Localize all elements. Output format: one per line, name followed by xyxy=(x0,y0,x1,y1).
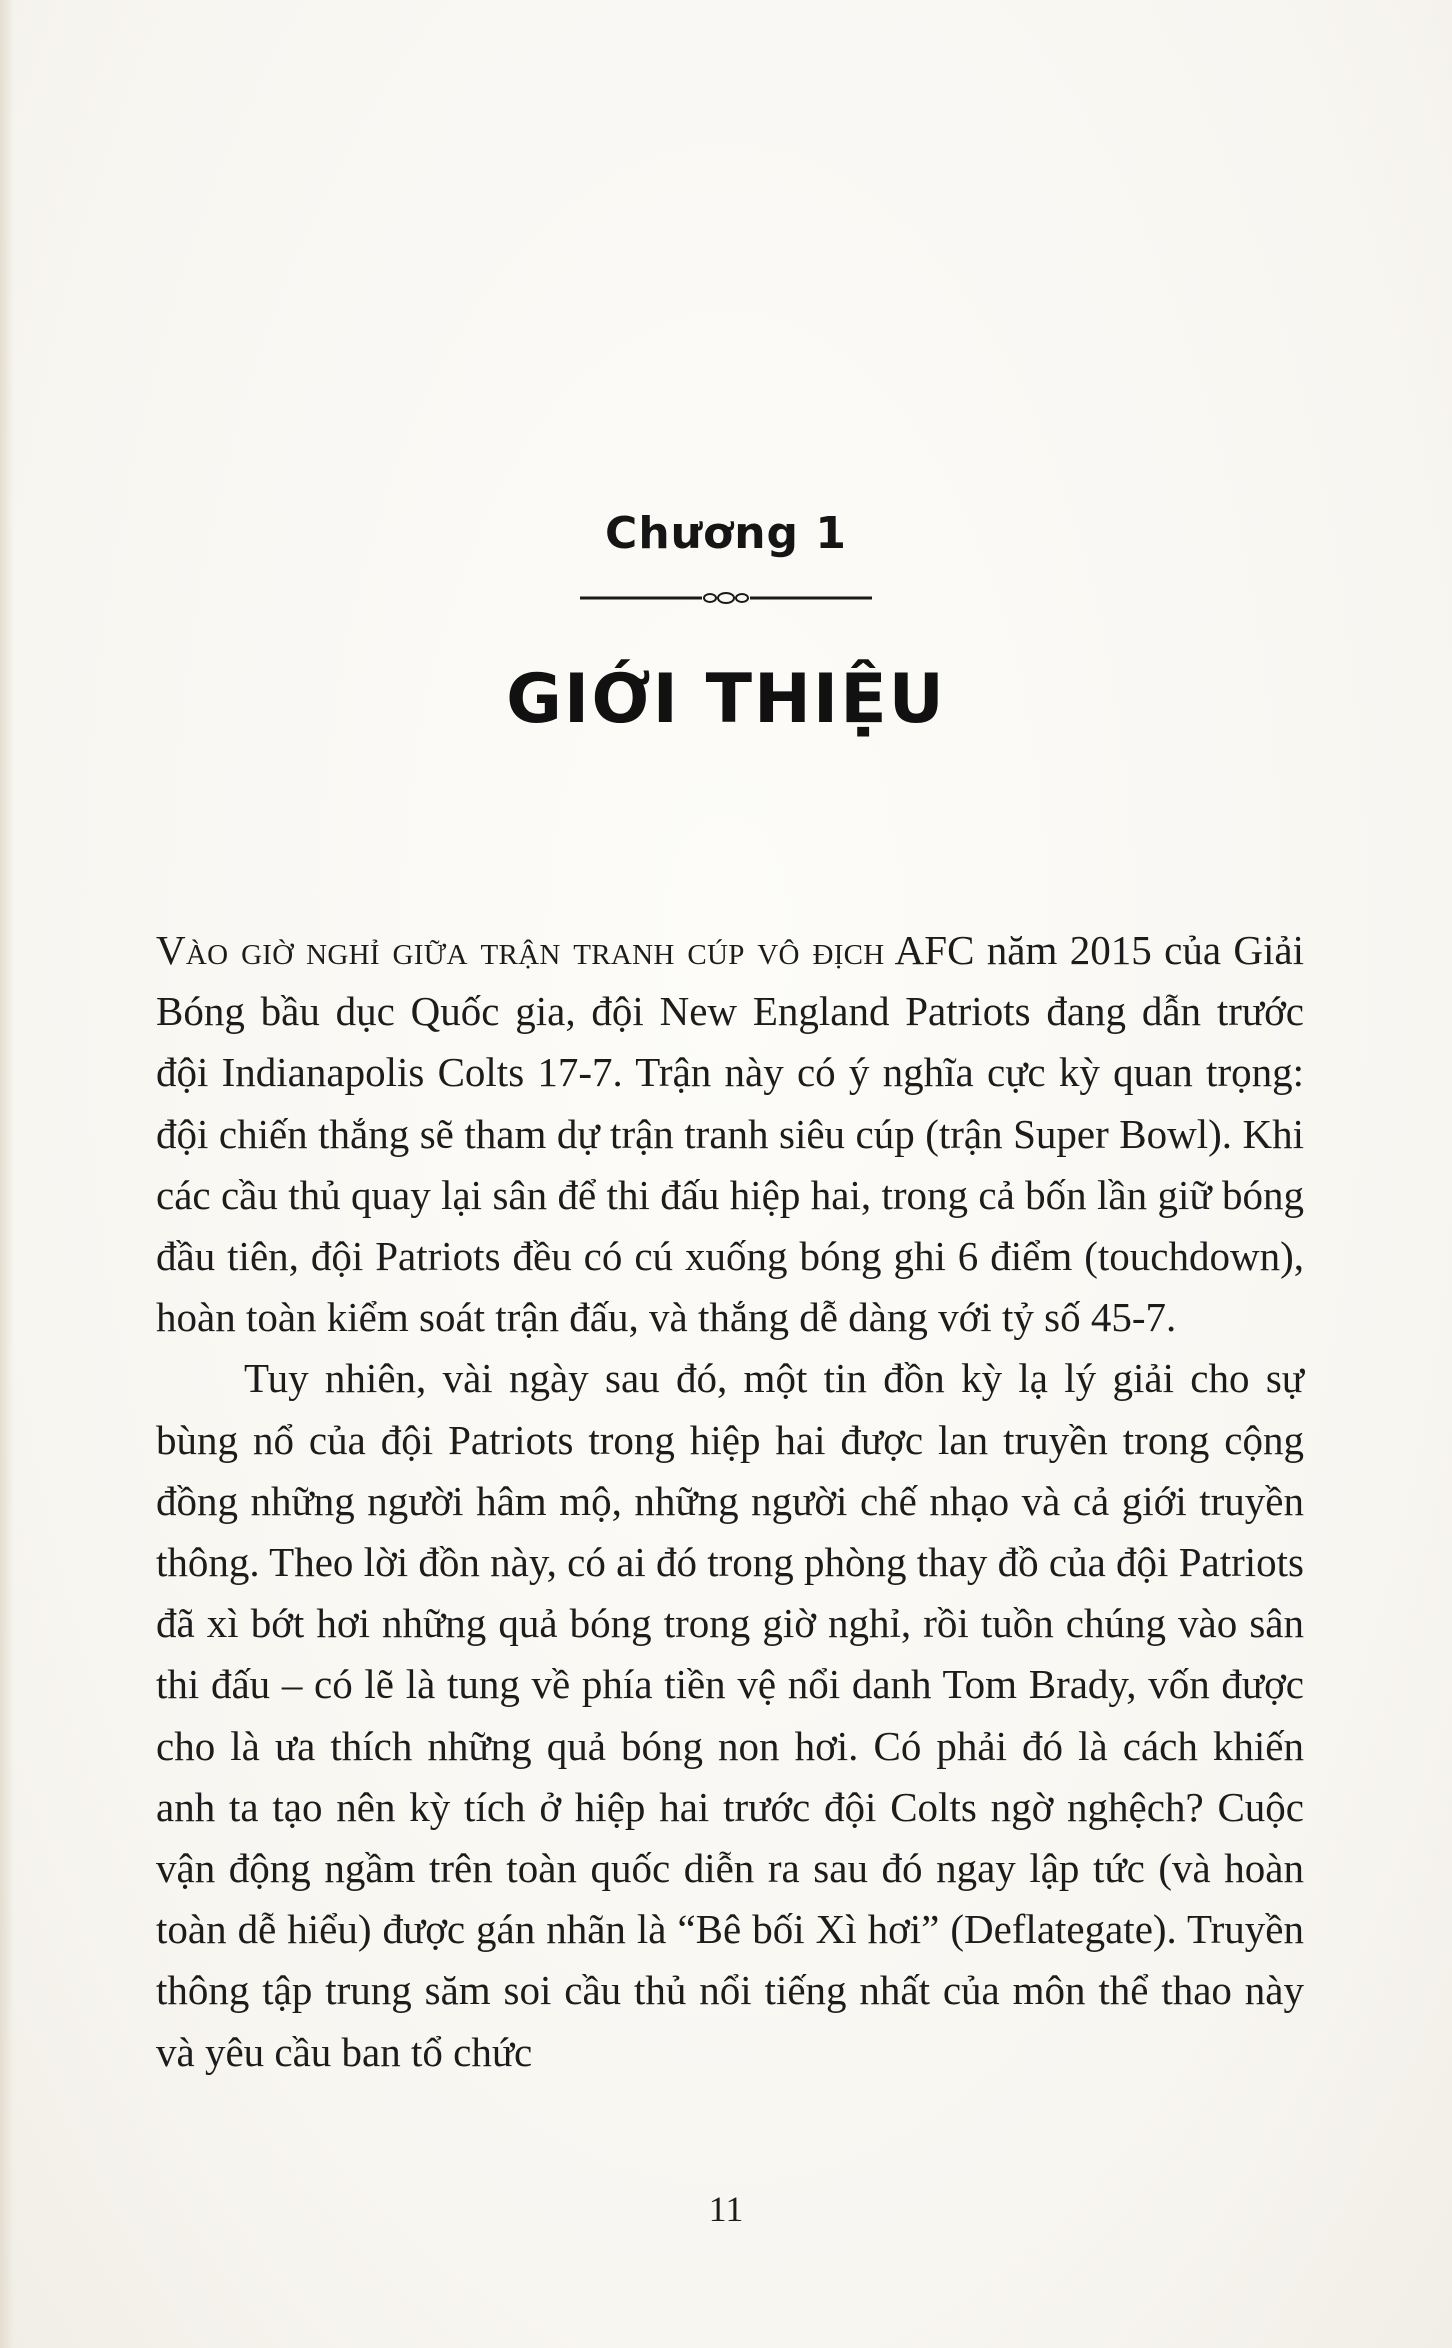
chapter-label: Chương 1 xyxy=(605,508,847,559)
page-number: 11 xyxy=(708,2189,744,2229)
chapter-title: GIỚI THIỆU xyxy=(506,660,946,739)
paragraph-1-lead: Vào giờ nghỉ giữa trận tranh cúp vô địch xyxy=(156,927,885,973)
page-edge-shadow xyxy=(0,0,14,2348)
paragraph-2: Tuy nhiên, vài ngày sau đó, một tin đồn kỳ lạ lý giải cho sự bùng nổ của đội Patriots trong hiệp hai được lan truyền trong cộng đồng những người hâm mộ, những người chế nhạo và cả giới truyền thông. Theo lời đồn này, có ai đó trong phòng thay đồ của đội Patriots đã xì bớt hơi những quả bóng trong giờ nghỉ, rồi tuồn chúng vào sân thi đấu – có lẽ là tung về phía tiền vệ nổi danh Tom Brady, vốn được cho là ưa thích những quả bóng non hơi. Có phải đó là cách khiến anh ta tạo nên kỳ tích ở hiệp hai trước đội Colts ngờ nghệch? Cuộc vận động ngầm trên toàn quốc diễn ra sau đó ngay lập tức (và hoàn toàn dễ hiểu) được gán nhãn là “Bê bối Xì hơi” (Deflategate). Truyền thông tập trung săm soi cầu thủ nổi tiếng nhất của môn thể thao này và yêu cầu ban tổ chức xyxy=(156,1355,1304,2075)
paragraph-1-text: AFC năm 2015 của Giải Bóng bầu dục Quốc gia, đội New England Patriots đang dẫn trước đội Indianapolis Colts 17-7. Trận này có ý nghĩa cực kỳ quan trọng: đội chiến thắng sẽ tham dự trận tranh siêu cúp (trận Super Bowl). Khi các cầu thủ quay lại sân để thi đấu hiệp hai, trong cả bốn lần giữ bóng đầu tiên, đội Patriots đều có cú xuống bóng ghi 6 điểm (touchdown), hoàn toàn kiểm soát trận đấu, và thắng dễ dàng với tỷ số 45-7. xyxy=(156,927,1304,1341)
paragraph-1 xyxy=(156,920,1304,1348)
body-text xyxy=(156,920,1304,2083)
chapter-ornament xyxy=(576,592,876,604)
